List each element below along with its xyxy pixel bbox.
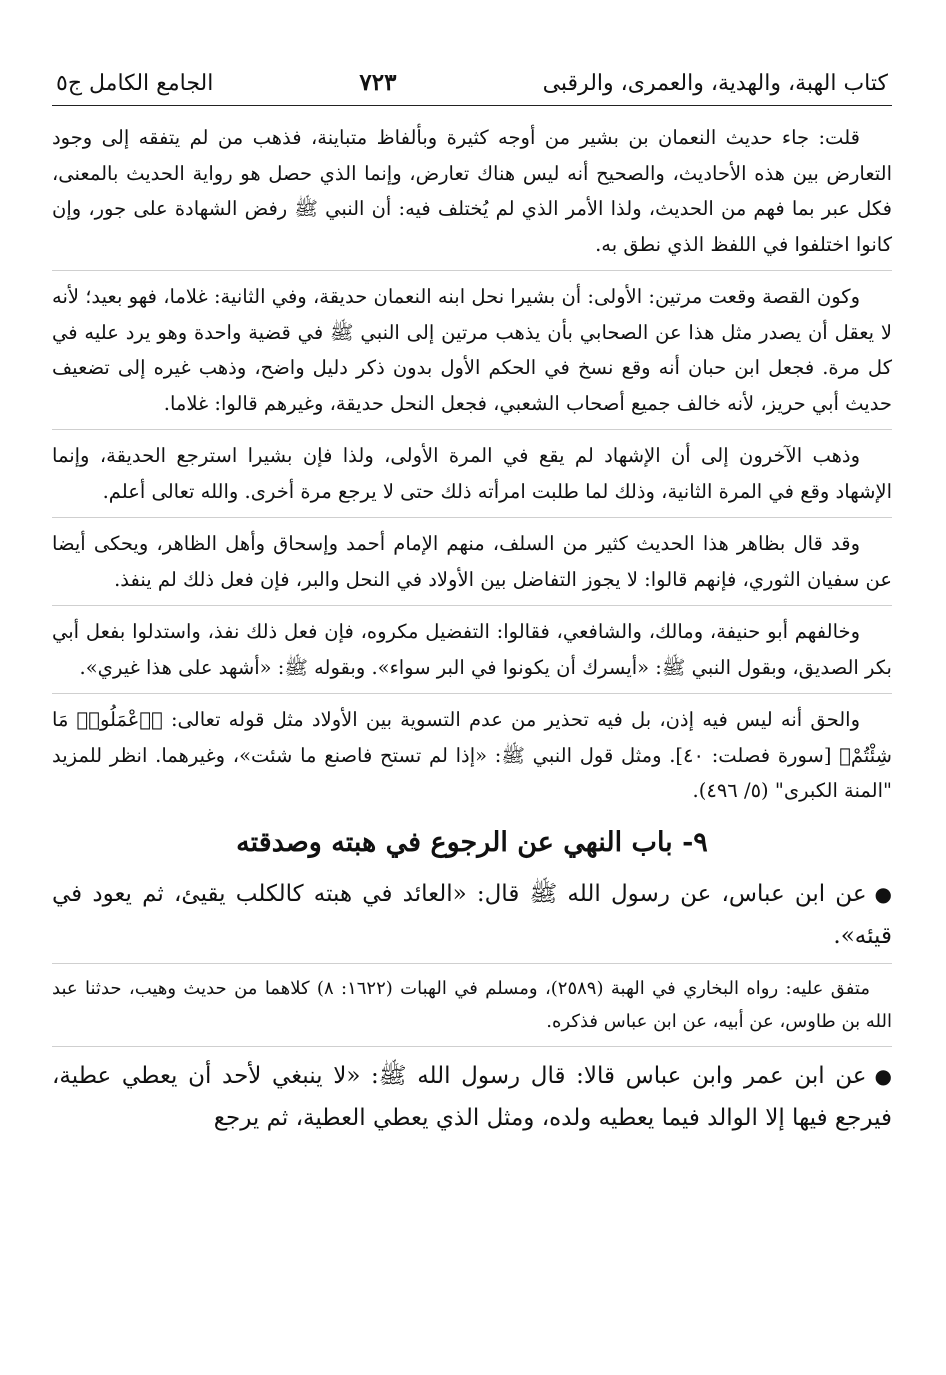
- hadith-body: عن ابن عباس، عن رسول الله ﷺ قال: «العائد في هبته كالكلب يقيئ، ثم يعود في قيئه».: [52, 880, 892, 949]
- commentary-paragraph: وذهب الآخرون إلى أن الإشهاد لم يقع في المرة الأولى، ولذا فإن بشيرا استرجع الحديقة، وإنما الإشهاد وقع في المرة الثانية، وذلك لما طلبت امرأته ذلك حتى لا يرجع مرة أخرى. والله تعالى أعلم.: [52, 444, 892, 503]
- commentary-paragraph: وقد قال بظاهر هذا الحديث كثير من السلف، منهم الإمام أحمد وإسحاق وأهل الظاهر، ويحكى أيضا عن سفيان الثوري، فإنهم قالوا: لا يجوز التفاضل بين الأولاد في النحل والبر، فإن فعل ذلك لم ينفذ.: [52, 532, 892, 591]
- bullet-icon: ●: [874, 1063, 892, 1088]
- takhrij-note: متفق عليه: رواه البخاري في الهبة (٢٥٨٩)، ومسلم في الهبات (١٦٢٢: ٨) كلاهما من حديث وهيب، حدثنا عبد الله بن طاوس، عن أبيه، عن ابن عباس فذكره.: [52, 977, 892, 1032]
- hadith-body: عن ابن عمر وابن عباس قالا: قال رسول الله ﷺ: «لا ينبغي لأحد أن يعطي عطية، فيرجع فيها إلا الوالد فيما يعطيه ولده، ومثل الذي يعطي العطية، ثم يرجع: [52, 1062, 892, 1131]
- paragraph-divider: [52, 605, 892, 606]
- page-body: [52, 120, 892, 1139]
- paragraph-divider: [52, 517, 892, 518]
- paragraph-divider: [52, 693, 892, 694]
- paragraph-divider: [52, 963, 892, 964]
- commentary-paragraph: قلت: جاء حديث النعمان بن بشير من أوجه كثيرة وبألفاظ متباينة، فذهب من لم يتفقه إلى وجود التعارض بين هذه الأحاديث، والصحيح أنه ليس هناك تعارض، وإنما الذي حصل هو رواية الحديث بالمعنى، فكل عبر بما فهم من الحديث، ولذا الأمر الذي لم يُختلف فيه: أن النبي ﷺ رفض الشهادة على جور، وإن كانوا اختلفوا في اللفظ الذي نطق به.: [52, 126, 892, 256]
- paragraph-divider: [52, 429, 892, 430]
- paragraph-divider: [52, 1046, 892, 1047]
- chapter-heading: ٩- باب النهي عن الرجوع في هبته وصدقته: [236, 826, 708, 858]
- hadith-text: [52, 873, 892, 957]
- running-header: [52, 68, 892, 106]
- book-running-title: الجامع الكامل ج٥: [56, 71, 214, 96]
- chapter-running-title: كتاب الهبة، والهدية، والعمرى، والرقبى: [542, 71, 888, 96]
- commentary-paragraph: وخالفهم أبو حنيفة، ومالك، والشافعي، فقالوا: التفضيل مكروه، فإن فعل ذلك نفذ، واستدلوا بفعل أبي بكر الصديق، وبقول النبي ﷺ: «أيسرك أن يكونوا في البر سواء». وبقوله ﷺ: «أشهد على هذا غيري».: [52, 620, 892, 679]
- page-number: ٧٢٣: [359, 69, 397, 96]
- bullet-icon: ●: [874, 881, 892, 906]
- hadith-text: [52, 1055, 892, 1139]
- paragraph-divider: [52, 270, 892, 271]
- commentary-paragraph: وكون القصة وقعت مرتين: الأولى: أن بشيرا نحل ابنه النعمان حديقة، وفي الثانية: غلاما، فهو بعيد؛ لأنه لا يعقل أن يصدر مثل هذا عن الصحابي بأن يذهب مرتين إلى النبي ﷺ في قضية واحدة وهو يرد عليه في كل مرة. فجعل ابن حبان أنه وقع نسخ في الحكم الأول بدون ذكر دليل واضح، وذهب غيره إلى تضعيف حديث أبي حريز، لأنه خالف جميع أصحاب الشعبي، فجعل النحل حديقة، وغيرهم قالوا: غلاما.: [52, 285, 892, 415]
- commentary-paragraph: والحق أنه ليس فيه إذن، بل فيه تحذير من عدم التسوية بين الأولاد مثل قوله تعالى: ﴿ٱعْمَلُوا۟ مَا شِئْتُمْ﴾ [سورة فصلت: ٤٠]. ومثل قول النبي ﷺ: «إذا لم تستح فاصنع ما شئت»، وغيرهما. انظر للمزيد "المنة الكبرى" (٥/ ٤٩٦).: [52, 708, 892, 802]
